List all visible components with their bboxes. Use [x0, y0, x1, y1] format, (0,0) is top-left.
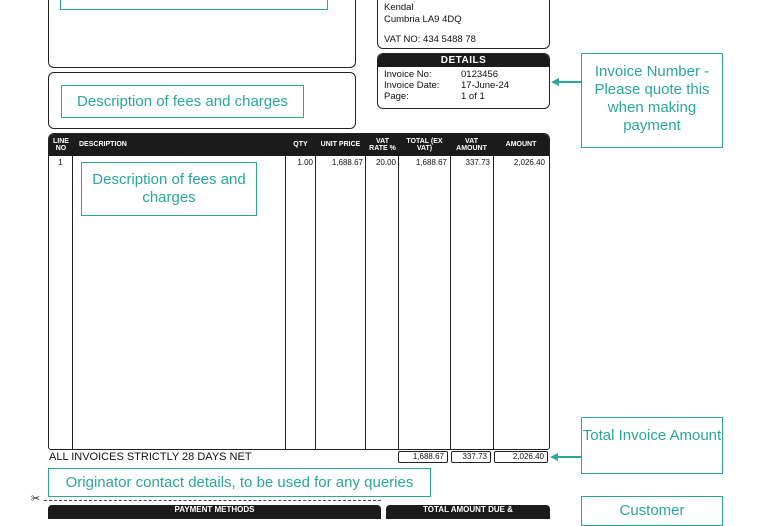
invoice-no-value: 0123456 — [461, 69, 498, 80]
column-divider — [398, 156, 399, 450]
fees-annotation: Description of fees and charges — [61, 85, 304, 118]
address-county-postcode: Cumbria LA9 4DQ — [384, 14, 462, 25]
invoice-date-label: Invoice Date: — [384, 80, 440, 91]
details-title: DETAILS — [378, 54, 549, 67]
vat-number: VAT NO: 434 5488 78 — [384, 34, 476, 45]
address-town: Kendal — [384, 2, 414, 13]
column-divider — [493, 156, 494, 450]
payment-terms: ALL INVOICES STRICTLY 28 DAYS NET — [49, 451, 252, 463]
column-divider — [285, 156, 286, 450]
column-divider — [450, 156, 451, 450]
header-qty: QTY — [293, 141, 308, 149]
total-vat-amount: 337.73 — [451, 451, 491, 463]
header-unit-price: UNIT PRICE — [320, 141, 361, 149]
payment-methods-title: PAYMENT METHODS — [174, 505, 255, 514]
fees-inline-annotation: Description of fees and charges — [81, 162, 257, 216]
address-annotation-box — [60, 0, 328, 10]
invoice-date-value: 17-June-24 — [461, 80, 510, 91]
page-label: Page: — [384, 91, 409, 102]
row-qty: 1.00 — [297, 158, 313, 167]
customer-annotation: Customer — [581, 496, 723, 526]
header-vat-amount: VAT AMOUNT — [456, 137, 487, 152]
payment-methods-bar — [48, 505, 381, 519]
invoice-number-annotation: Invoice Number - Please quote this when making payment — [581, 53, 723, 148]
invoice-no-label: Invoice No: — [384, 69, 432, 80]
row-unit-price: 1,688.67 — [331, 158, 363, 167]
header-amount: AMOUNT — [505, 141, 537, 149]
recipient-address-box — [48, 0, 356, 68]
header-line-no: LINE NO — [53, 137, 69, 152]
column-divider — [72, 156, 73, 450]
row-vat-rate: 20.00 — [375, 158, 396, 167]
column-divider — [365, 156, 366, 450]
page-value: 1 of 1 — [461, 91, 485, 102]
row-total-ex-vat: 1,688.67 — [415, 158, 447, 167]
invoice-number-arrow — [557, 81, 581, 83]
row-vat-amount: 337.73 — [465, 158, 490, 167]
supplier-address-box — [377, 0, 550, 49]
header-total-ex-vat: TOTAL (EX VAT) — [406, 137, 443, 152]
header-vat-rate: VAT RATE % — [369, 137, 396, 152]
row-line-no: 1 — [58, 158, 63, 167]
column-divider — [315, 156, 316, 450]
total-ex-vat: 1,688.67 — [398, 451, 448, 463]
total-amount-due-bar — [386, 505, 550, 519]
total-invoice-annotation: Total Invoice Amount — [581, 417, 723, 474]
originator-annotation: Originator contact details, to be used for any queries — [48, 468, 431, 497]
total-amount-due-title: TOTAL AMOUNT DUE & — [423, 505, 513, 514]
total-amount: 2,026.40 — [494, 451, 548, 463]
header-description: DESCRIPTION — [79, 141, 127, 149]
items-table — [48, 133, 550, 450]
total-invoice-arrow — [556, 456, 581, 458]
row-amount: 2,026.40 — [513, 158, 545, 167]
cut-line — [44, 500, 381, 501]
scissors-icon: ✂ — [31, 493, 41, 505]
details-box — [377, 53, 550, 109]
